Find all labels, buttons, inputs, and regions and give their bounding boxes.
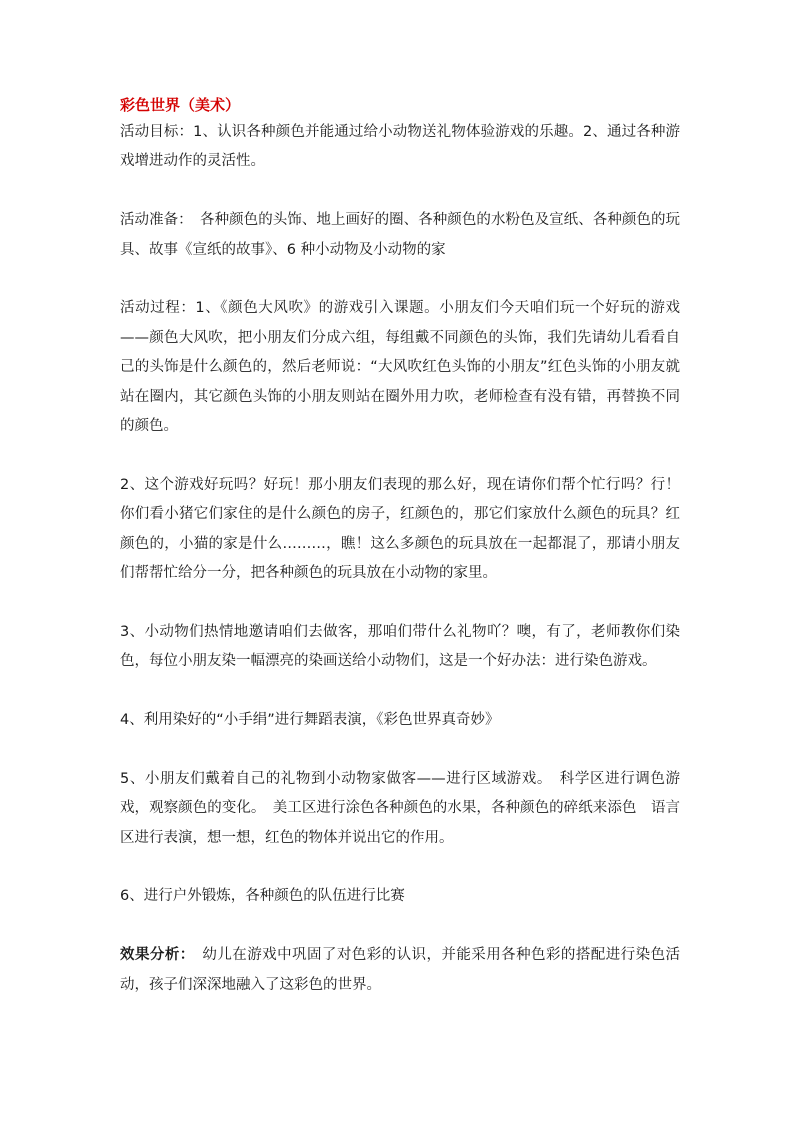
activity-process-step-1: 活动过程：1、《颜色大风吹》的游戏引入课题。小朋友们今天咱们玩一个好玩的游戏——颜色大风吹，把小朋友们分成六组，每组戴不同颜色的头饰，我们先请幼儿看看自己的头饰是什么颜色的，然后老师说：“大风吹红色头饰的小朋友”红色头饰的小朋友就站在圈内，其它颜色头饰的小朋友则站在圈外用力吹，老师检查有没有错，再替换不同的颜色。 xyxy=(120,300,680,435)
document-title: 彩色世界（美术） xyxy=(120,96,241,114)
activity-process-step-3: 3、小动物们热情地邀请咱们去做客，那咱们带什么礼物吖？噢，有了，老师教你们染色，每位小朋友染一幅漂亮的染画送给小动物们，这是一个好办法：进行染色游戏。 xyxy=(120,623,680,670)
activity-process-step-2: 2、这个游戏好玩吗？好玩！那小朋友们表现的那么好，现在请你们帮个忙行吗？行！你们看小猪它们家住的是什么颜色的房子，红颜色的，那它们家放什么颜色的玩具？红颜色的，小猫的家是什么………，瞧！这么多颜色的玩具放在一起都混了，那请小朋友们帮帮忙给分一分，把各种颜色的玩具放在小动物的家里。 xyxy=(120,476,680,582)
activity-process-step-6: 6、进行户外锻炼，各种颜色的队伍进行比赛 xyxy=(120,888,405,905)
activity-preparation: 活动准备： 各种颜色的头饰、地上画好的圈、各种颜色的水粉色及宣纸、各种颜色的玩具、故事《宣纸的故事》、6 种小动物及小动物的家 xyxy=(120,212,680,258)
effect-analysis-text: 幼儿在游戏中巩固了对色彩的认识，并能采用各种色彩的搭配进行染色活动，孩子们深深地融入了这彩色的世界。 xyxy=(120,947,681,993)
document-page xyxy=(120,92,680,1029)
activity-goals: 活动目标：1、认识各种颜色并能通过给小动物送礼物体验游戏的乐趣。2、通过各种游戏增进动作的灵活性。 xyxy=(120,124,680,170)
effect-analysis-label: 效果分析： xyxy=(120,947,188,964)
activity-process-step-4: 4、利用染好的“小手绢”进行舞蹈表演，《彩色世界真奇妙》 xyxy=(120,712,500,729)
effect-analysis xyxy=(120,941,680,1000)
activity-process-step-5: 5、小朋友们戴着自己的礼物到小动物家做客——进行区域游戏。 科学区进行调色游戏，观察颜色的变化。 美工区进行涂色各种颜色的水果，各种颜色的碎纸来添色 语言区进行表演，想一想，红色的物体并说出它的作用。 xyxy=(120,770,680,846)
